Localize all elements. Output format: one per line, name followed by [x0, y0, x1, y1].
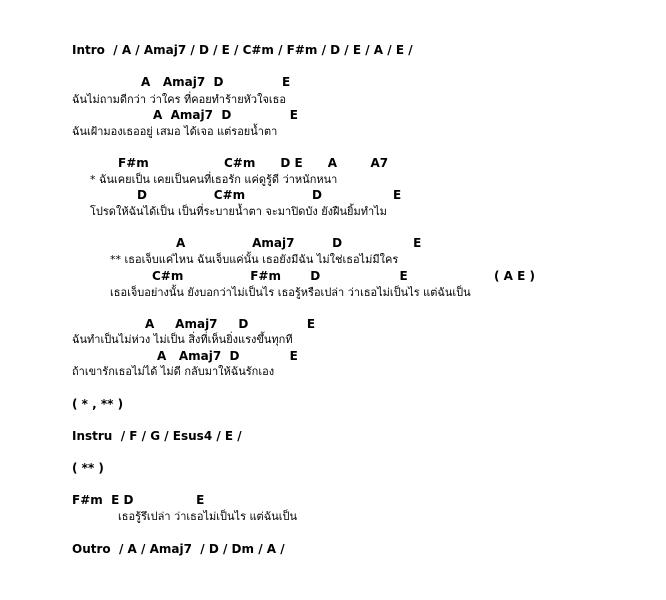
ending-lyric-line: เธอรู้รึเปล่า ว่าเธอไม่เป็นไร แต่ฉันเป็น	[118, 510, 297, 523]
chorus-chord-line-2-extra: ( A E )	[494, 269, 535, 283]
repeat-marker-2: ( ** )	[72, 461, 104, 475]
prechorus-lyric-line-2: โปรดให้ฉันได้เป็น เป็นที่ระบายน้ำตา จะมาปิดบัง ยังฝืนยิ้มทำไม	[90, 205, 387, 218]
chorus-chord-line-2: C#m F#m D E	[152, 269, 408, 283]
chorus-lyric-line-1: ** เธอเจ็บแค่ไหน ฉันเจ็บแค่นั้น เธอยังมีฉัน ไม่ใช่เธอไม่มีใคร	[110, 253, 399, 266]
prechorus-lyric-line-1: * ฉันเคยเป็น เคยเป็นคนที่เธอรัก แค่ดูรู้ดี ว่าหนักหนา	[90, 173, 338, 186]
chorus-chord-line-1: A Amaj7 D E	[176, 236, 422, 250]
repeat-marker-1: ( * , ** )	[72, 397, 124, 411]
verse2-lyric-line-1: ฉันทำเป็นไม่ห่วง ไม่เป็น สิ่งที่เห็นยิ่งแรงขึ้นทุกที	[72, 333, 293, 346]
verse1-chord-line-1: A Amaj7 D E	[141, 75, 291, 89]
prechorus-chord-line-1: F#m C#m D E A A7	[118, 156, 389, 170]
verse2-chord-line-1: A Amaj7 D E	[145, 317, 316, 331]
verse1-chord-line-2: A Amaj7 D E	[153, 108, 298, 122]
intro-line: Intro / A / Amaj7 / D / E / C#m / F#m / D / E / A / E /	[72, 43, 413, 57]
ending-chord-line: F#m E D E	[72, 493, 205, 507]
chorus-lyric-line-2: เธอเจ็บอย่างนั้น ยังบอกว่าไม่เป็นไร เธอรู้หรือเปล่า ว่าเธอไม่เป็นไร แต่ฉันเป็น	[110, 286, 471, 299]
verse2-lyric-line-2: ถ้าเขารักเธอไม่ได้ ไม่ดี กลับมาให้ฉันรักเอง	[72, 365, 275, 378]
prechorus-chord-line-2: D C#m D E	[137, 188, 402, 202]
verse1-lyric-line-1: ฉันไม่ถามดีกว่า ว่าใคร ที่คอยทำร้ายหัวใจเธอ	[72, 93, 286, 106]
verse2-chord-line-2: A Amaj7 D E	[157, 349, 298, 363]
verse1-lyric-line-2: ฉันเฝ้ามองเธออยู่ เสมอ ได้เจอ แต่รอยน้ำตา	[72, 125, 278, 138]
instru-line: Instru / F / G / Esus4 / E /	[72, 429, 242, 443]
outro-line: Outro / A / Amaj7 / D / Dm / A /	[72, 542, 285, 556]
